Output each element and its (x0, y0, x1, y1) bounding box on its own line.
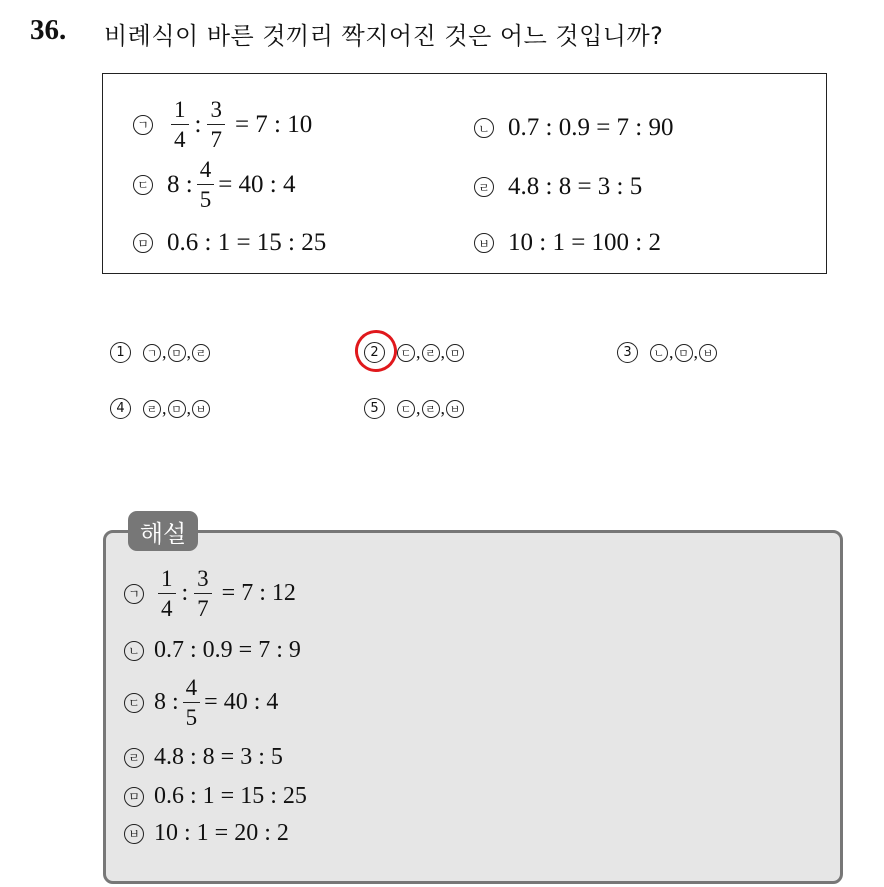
circled-rieul-icon: ㄹ (124, 748, 144, 768)
expression: = 40 : 4 (204, 689, 279, 715)
expression: 0.6 : 1 = 15 : 25 (167, 229, 327, 256)
circled-bieup-icon: ㅂ (124, 824, 144, 844)
circled-bieup-icon: ㅂ (446, 400, 464, 418)
choice-number: 2 (364, 342, 385, 363)
solution-item-mieum (124, 783, 307, 810)
circled-rieul-icon: ㄹ (474, 177, 494, 197)
answer-circle-mark (350, 325, 401, 376)
circled-giyeok-icon: ㄱ (143, 344, 161, 362)
expression: = 7 : 12 (221, 580, 296, 606)
choice-5[interactable]: 5 ㄷ , ㄹ , ㅂ (364, 398, 464, 419)
circled-nieun-icon: ㄴ (650, 344, 668, 362)
circled-nieun-icon: ㄴ (474, 118, 494, 138)
expression: = 40 : 4 (218, 170, 296, 198)
circled-rieul-icon: ㄹ (422, 400, 440, 418)
statement-item-giyeok: ㄱ $\frac{1}{4}$ : $\frac{3}{7}$ = 7 : 10 (133, 98, 312, 151)
circled-bieup-icon: ㅂ (699, 344, 717, 362)
expression: 4.8 : 8 = 3 : 5 (508, 173, 643, 200)
solution-item-rieul (124, 744, 283, 771)
choice-number: 3 (617, 342, 638, 363)
circled-digeut-icon: ㄷ (124, 693, 144, 713)
circled-nieun-icon: ㄴ (124, 641, 144, 661)
circled-mieum-icon: ㅁ (675, 344, 693, 362)
expression-lead: 8 : (167, 170, 193, 198)
fraction: $\frac{4}{5}$ (197, 158, 215, 211)
solution-item-giyeok: ㄱ $\frac{1}{4}$ : $\frac{3}{7}$ = 7 : 12 (124, 567, 296, 620)
solution-item-bieup (124, 820, 289, 847)
choice-number: 4 (110, 398, 131, 419)
question-number: 36. (30, 14, 67, 46)
expression-lead: 8 : (154, 689, 179, 715)
solution-item-digeut (124, 676, 278, 729)
fraction: $\frac{3}{7}$ (194, 567, 212, 620)
circled-mieum-icon: ㅁ (168, 344, 186, 362)
statement-item-bieup (474, 229, 661, 257)
circled-bieup-icon: ㅂ (474, 233, 494, 253)
statement-item-nieun (474, 114, 674, 142)
expression: 10 : 1 = 100 : 2 (508, 229, 661, 256)
expression: 0.6 : 1 = 15 : 25 (154, 783, 307, 809)
fraction: $\frac{3}{7}$ (207, 98, 225, 151)
solution-item-nieun (124, 637, 301, 664)
circled-mieum-icon: ㅁ (133, 233, 153, 253)
fraction: $\frac{1}{4}$ (171, 98, 189, 151)
statement-item-digeut (133, 158, 296, 211)
question-text: 비례식이 바른 것끼리 짝지어진 것은 어느 것입니까? (104, 22, 664, 50)
expression: 4.8 : 8 = 3 : 5 (154, 744, 283, 770)
circled-mieum-icon: ㅁ (446, 344, 464, 362)
fraction: $\frac{1}{4}$ (158, 567, 176, 620)
expression: 0.7 : 0.9 = 7 : 90 (508, 114, 674, 141)
circled-digeut-icon: ㄷ (397, 344, 415, 362)
statement-item-mieum (133, 229, 326, 257)
expression: 0.7 : 0.9 = 7 : 9 (154, 637, 301, 663)
circled-rieul-icon: ㄹ (143, 400, 161, 418)
solution-label: 해설 (128, 511, 198, 551)
choice-number: 1 (110, 342, 131, 363)
choice-2[interactable]: 2 ㄷ , ㄹ , ㅁ (364, 342, 464, 363)
fraction: $\frac{4}{5}$ (183, 676, 201, 729)
circled-giyeok-icon: ㄱ (124, 584, 144, 604)
choice-4[interactable]: 4 ㄹ , ㅁ , ㅂ (110, 398, 210, 419)
statement-item-rieul (474, 173, 642, 201)
circled-mieum-icon: ㅁ (168, 400, 186, 418)
circled-digeut-icon: ㄷ (133, 175, 153, 195)
circled-rieul-icon: ㄹ (192, 344, 210, 362)
circled-rieul-icon: ㄹ (422, 344, 440, 362)
expression: 10 : 1 = 20 : 2 (154, 820, 289, 846)
circled-digeut-icon: ㄷ (397, 400, 415, 418)
choice-number: 5 (364, 398, 385, 419)
circled-bieup-icon: ㅂ (192, 400, 210, 418)
choice-1[interactable]: 1 ㄱ , ㅁ , ㄹ (110, 342, 210, 363)
circled-mieum-icon: ㅁ (124, 787, 144, 807)
circled-giyeok-icon: ㄱ (133, 115, 153, 135)
expression: = 7 : 10 (234, 110, 313, 138)
choice-3[interactable]: 3 ㄴ , ㅁ , ㅂ (617, 342, 717, 363)
